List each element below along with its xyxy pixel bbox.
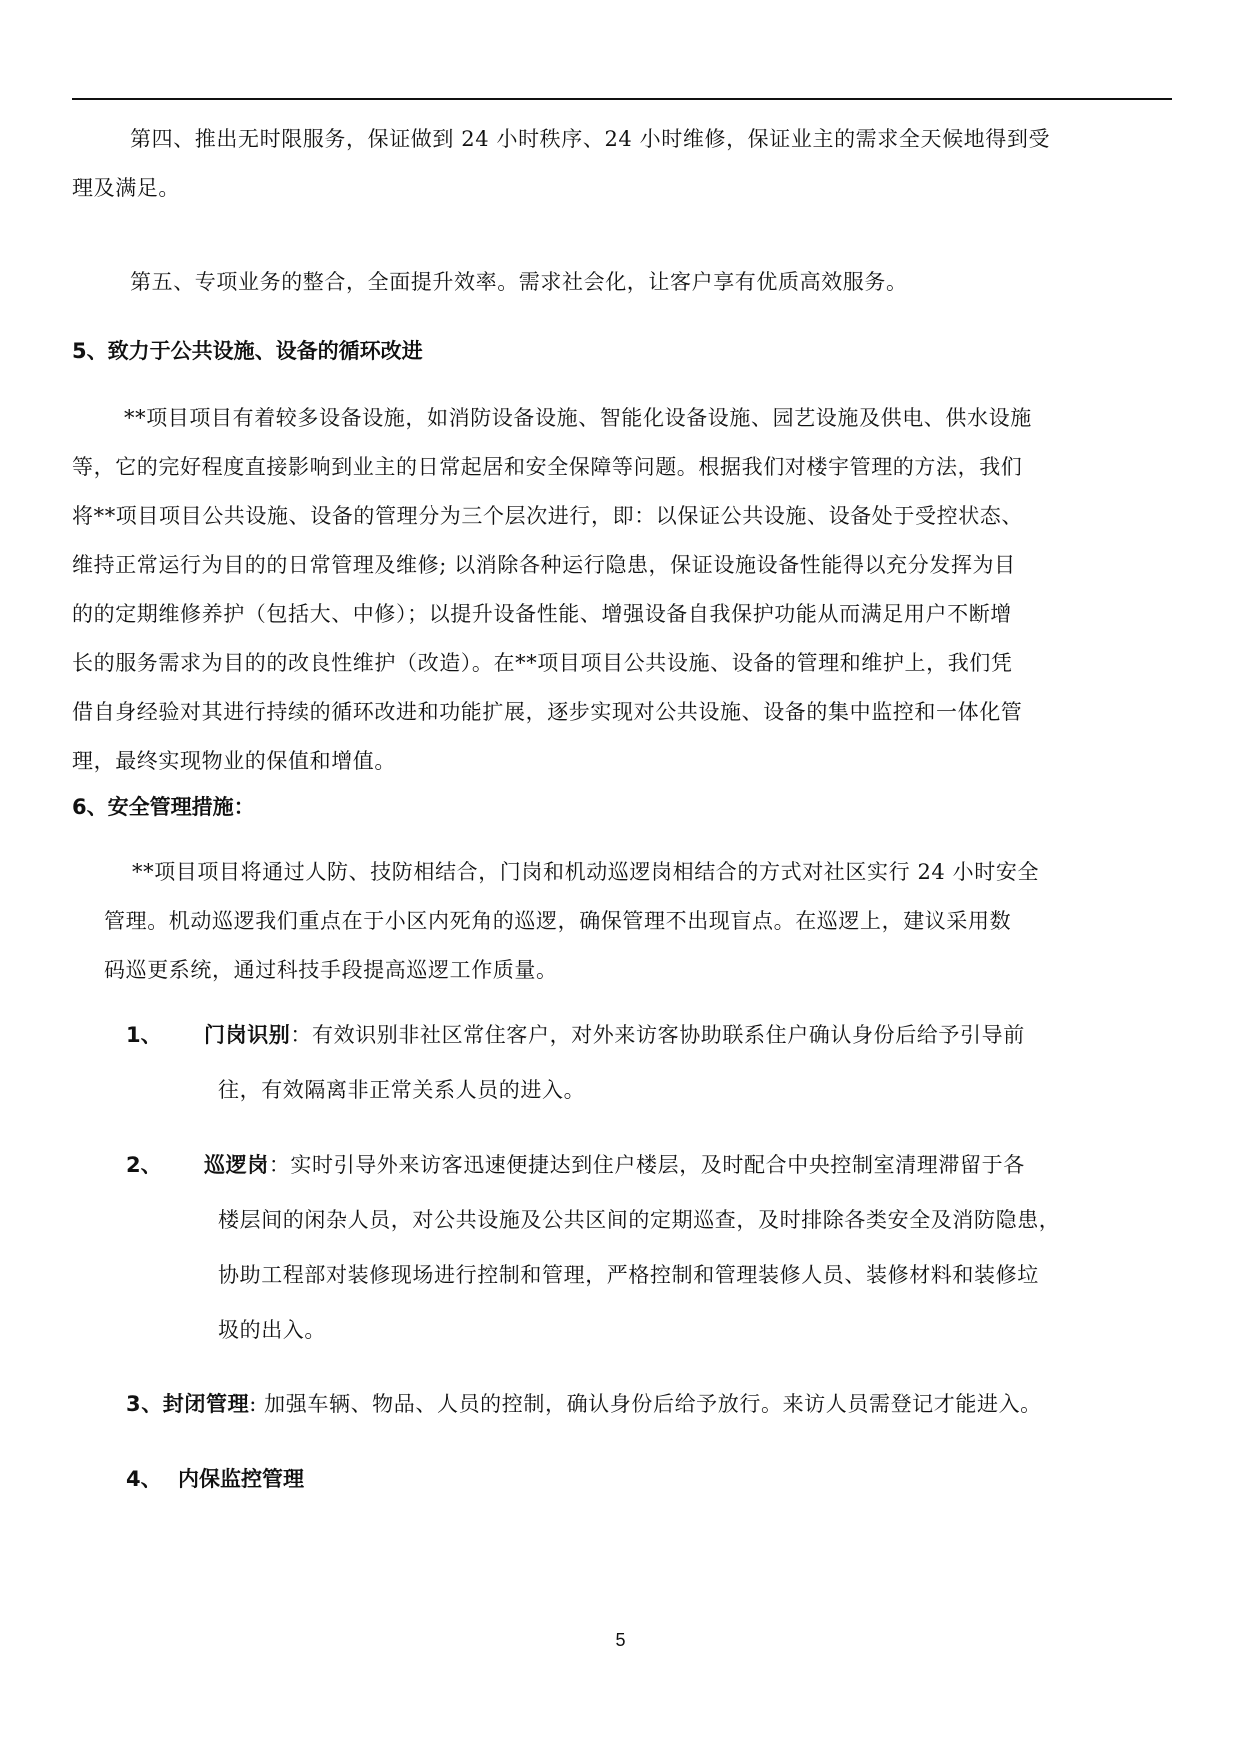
para-5th: 第五、专项业务的整合，全面提升效率。需求社会化，让客户享有优质高效服务。 — [130, 270, 908, 294]
para-security-line: 管理。机动巡逻我们重点在于小区内死角的巡逻，确保管理不出现盲点。在巡逻上，建议采用数 — [104, 909, 1012, 933]
item-1-cont: 往，有效隔离非正常关系人员的进入。 — [218, 1078, 586, 1102]
para-facilities-line: 维持正常运行为目的的日常管理及维修; 以消除各种运行隐患，保证设施设备性能得以充分发挥为目 — [72, 553, 1016, 577]
item-1-text — [204, 1006, 1025, 1065]
para-facilities-line: 的的定期维修养护（包括大、中修）；以提升设备性能、增强设备自我保护功能从而满足用户不断增 — [72, 602, 1012, 626]
item-3-title: 3、封闭管理 — [126, 1392, 250, 1416]
para-security-line: 码巡更系统，通过科技手段提高巡逻工作质量。 — [104, 958, 558, 982]
para-security-line: **项目项目将通过人防、技防相结合，门岗和机动巡逻岗相结合的方式对社区实行 24 小时安全 — [132, 860, 1040, 884]
para-facilities-line: **项目项目有着较多设备设施，如消防设备设施、智能化设备设施、园艺设施及供电、供水设施 — [124, 406, 1032, 430]
para-facilities-line: 理，最终实现物业的保值和增值。 — [72, 749, 396, 773]
item-2-cont: 协助工程部对装修现场进行控制和管理，严格控制和管理装修人员、装修材料和装修垃 — [218, 1263, 1039, 1287]
item-2-title: 巡逻岗 — [204, 1153, 269, 1177]
item-2-desc: ：实时引导外来访客迅速便捷达到住户楼层，及时配合中央控制室清理滞留于各 — [268, 1153, 1025, 1177]
para-facilities-line: 长的服务需求为目的的改良性维护（改造）。在**项目项目公共设施、设备的管理和维护上，我们凭 — [72, 651, 1013, 675]
item-2-text — [204, 1136, 1025, 1195]
para-facilities-line: 等，它的完好程度直接影响到业主的日常起居和安全保障等问题。根据我们对楼宇管理的方法，我们 — [72, 455, 1023, 479]
para-4th-line2: 理及满足。 — [72, 176, 180, 200]
item-3-desc: : 加强车辆、物品、人员的控制，确认身份后给予放行。来访人员需登记才能进入。 — [249, 1392, 1042, 1416]
item-2-cont: 楼层间的闲杂人员，对公共设施及公共区间的定期巡查，及时排除各类安全及消防隐患， — [218, 1208, 1061, 1232]
item-1-desc: ：有效识别非社区常住客户，对外来访客协助联系住户确认身份后给予引导前 — [290, 1023, 1025, 1047]
header-rule — [72, 98, 1172, 100]
item-1-number: 1、 — [126, 1023, 162, 1047]
para-4th-line1: 第四、推出无时限服务，保证做到 24 小时秩序、24 小时维修，保证业主的需求全天候地得到受 — [130, 127, 1051, 151]
heading-6: 6、安全管理措施： — [72, 795, 255, 819]
item-3-text — [126, 1375, 1042, 1434]
item-2-cont: 圾的出入。 — [218, 1318, 326, 1342]
item-2-number: 2、 — [126, 1153, 162, 1177]
item-4-number: 4、 — [126, 1467, 162, 1491]
item-4-title: 内保监控管理 — [178, 1467, 304, 1491]
para-facilities-line: 将**项目项目公共设施、设备的管理分为三个层次进行，即：以保证公共设施、设备处于受控状态、 — [72, 504, 1023, 528]
heading-5: 5、致力于公共设施、设备的循环改进 — [72, 339, 423, 363]
page-number: 5 — [615, 1630, 626, 1650]
para-facilities-line: 借自身经验对其进行持续的循环改进和功能扩展，逐步实现对公共设施、设备的集中监控和一体化管 — [72, 700, 1023, 724]
item-1-title: 门岗识别 — [204, 1023, 291, 1047]
